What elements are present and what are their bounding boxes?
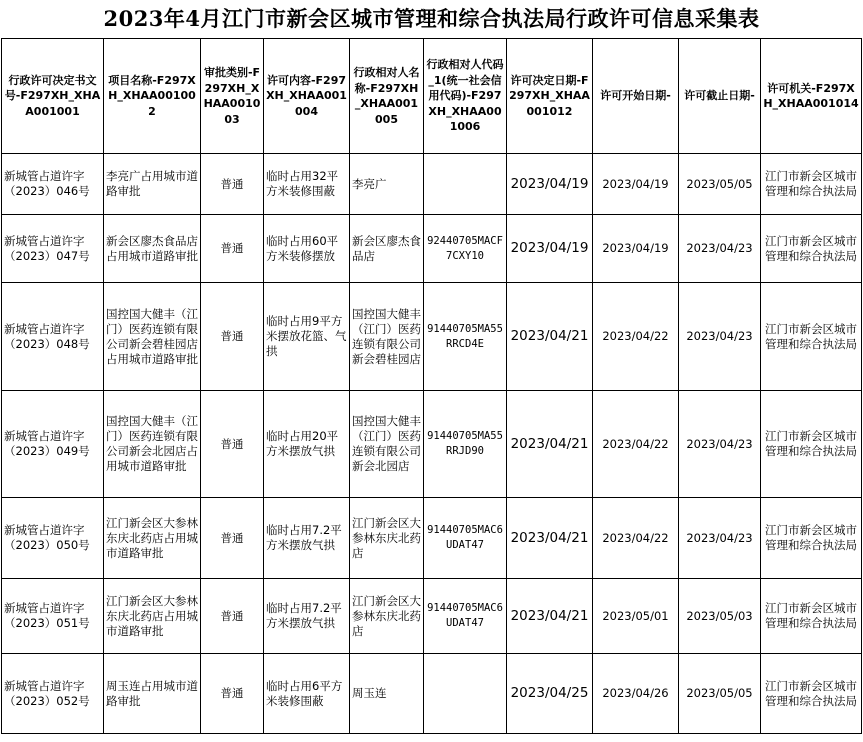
- page-title: 2023年4月江门市新会区城市管理和综合执法局行政许可信息采集表: [103, 6, 760, 31]
- start-date-cell: 2023/04/22: [593, 283, 679, 391]
- header-code: 行政相对人代码_1(统一社会信用代码)-F297XH_XHAA001006: [424, 39, 507, 154]
- party-cell: 国控国大健丰（江门）医药连锁有限公司新会碧桂园店: [350, 283, 424, 391]
- start-date-cell: 2023/04/22: [593, 391, 679, 498]
- content-cell: 临时占用9平方米摆放花篮、气拱: [264, 283, 350, 391]
- project-cell: 周玉连占用城市道路审批: [104, 654, 201, 734]
- code-cell: [424, 654, 507, 734]
- decision-date-cell: 2023/04/21: [507, 498, 593, 579]
- header-row: [2, 39, 862, 154]
- authority-cell: 江门市新会区城市管理和综合执法局: [761, 215, 862, 283]
- header-end-date: 许可截止日期-: [679, 39, 761, 154]
- party-cell: 江门新会区大参林东庆北药店: [350, 498, 424, 579]
- permit-table: [1, 38, 862, 734]
- doc-no-cell: 新城管占道许字（2023）047号: [2, 215, 104, 283]
- category-cell: 普通: [201, 579, 264, 654]
- table-row: [2, 579, 862, 654]
- table-row: [2, 154, 862, 215]
- code-cell: 91440705MAC6UDAT47: [424, 579, 507, 654]
- party-cell: 国控国大健丰（江门）医药连锁有限公司新会北园店: [350, 391, 424, 498]
- code-cell: 91440705MAC6UDAT47: [424, 498, 507, 579]
- authority-cell: 江门市新会区城市管理和综合执法局: [761, 654, 862, 734]
- header-start-date: 许可开始日期-: [593, 39, 679, 154]
- content-cell: 临时占用7.2平方米摆放气拱: [264, 498, 350, 579]
- table-row: [2, 283, 862, 391]
- code-cell: 91440705MA55RRJD90: [424, 391, 507, 498]
- category-cell: 普通: [201, 498, 264, 579]
- authority-cell: 江门市新会区城市管理和综合执法局: [761, 579, 862, 654]
- start-date-cell: 2023/05/01: [593, 579, 679, 654]
- party-cell: 李亮广: [350, 154, 424, 215]
- code-cell: [424, 154, 507, 215]
- start-date-cell: 2023/04/19: [593, 154, 679, 215]
- doc-no-cell: 新城管占道许字（2023）050号: [2, 498, 104, 579]
- doc-no-cell: 新城管占道许字（2023）046号: [2, 154, 104, 215]
- doc-no-cell: 新城管占道许字（2023）048号: [2, 283, 104, 391]
- project-cell: 李亮广占用城市道路审批: [104, 154, 201, 215]
- category-cell: 普通: [201, 391, 264, 498]
- project-cell: 国控国大健丰（江门）医药连锁有限公司新会碧桂园店占用城市道路审批: [104, 283, 201, 391]
- table-row: [2, 654, 862, 734]
- content-cell: 临时占用60平方米装修摆放: [264, 215, 350, 283]
- end-date-cell: 2023/05/05: [679, 654, 761, 734]
- end-date-cell: 2023/04/23: [679, 391, 761, 498]
- authority-cell: 江门市新会区城市管理和综合执法局: [761, 283, 862, 391]
- decision-date-cell: 2023/04/21: [507, 579, 593, 654]
- decision-date-cell: 2023/04/19: [507, 154, 593, 215]
- party-cell: 新会区廖杰食品店: [350, 215, 424, 283]
- authority-cell: 江门市新会区城市管理和综合执法局: [761, 154, 862, 215]
- table-row: [2, 498, 862, 579]
- party-cell: 江门新会区大参林东庆北药店: [350, 579, 424, 654]
- header-category: 审批类别-F297XH_XHAA001003: [201, 39, 264, 154]
- doc-no-cell: 新城管占道许字（2023）051号: [2, 579, 104, 654]
- content-cell: 临时占用6平方米装修围蔽: [264, 654, 350, 734]
- doc-no-cell: 新城管占道许字（2023）049号: [2, 391, 104, 498]
- end-date-cell: 2023/04/23: [679, 498, 761, 579]
- content-cell: 临时占用20平方米摆放气拱: [264, 391, 350, 498]
- table-row: [2, 391, 862, 498]
- category-cell: 普通: [201, 283, 264, 391]
- decision-date-cell: 2023/04/21: [507, 391, 593, 498]
- header-decision-date: 许可决定日期-F297XH_XHAA001012: [507, 39, 593, 154]
- category-cell: 普通: [201, 654, 264, 734]
- category-cell: 普通: [201, 154, 264, 215]
- end-date-cell: 2023/04/23: [679, 283, 761, 391]
- header-party: 行政相对人名称-F297XH_XHAA001005: [350, 39, 424, 154]
- project-cell: 新会区廖杰食品店占用城市道路审批: [104, 215, 201, 283]
- party-cell: 周玉连: [350, 654, 424, 734]
- table-row: [2, 215, 862, 283]
- content-cell: 临时占用7.2平方米摆放气拱: [264, 579, 350, 654]
- header-authority: 许可机关-F297XH_XHAA001014: [761, 39, 862, 154]
- code-cell: 92440705MACF7CXY10: [424, 215, 507, 283]
- header-content: 许可内容-F297XH_XHAA001004: [264, 39, 350, 154]
- end-date-cell: 2023/05/05: [679, 154, 761, 215]
- content-cell: 临时占用32平方米装修围蔽: [264, 154, 350, 215]
- category-cell: 普通: [201, 215, 264, 283]
- decision-date-cell: 2023/04/25: [507, 654, 593, 734]
- code-cell: 91440705MA55RRCD4E: [424, 283, 507, 391]
- authority-cell: 江门市新会区城市管理和综合执法局: [761, 391, 862, 498]
- project-cell: 国控国大健丰（江门）医药连锁有限公司新会北园店占用城市道路审批: [104, 391, 201, 498]
- project-cell: 江门新会区大参林东庆北药店占用城市道路审批: [104, 579, 201, 654]
- decision-date-cell: 2023/04/19: [507, 215, 593, 283]
- doc-no-cell: 新城管占道许字（2023）052号: [2, 654, 104, 734]
- decision-date-cell: 2023/04/21: [507, 283, 593, 391]
- project-cell: 江门新会区大参林东庆北药店占用城市道路审批: [104, 498, 201, 579]
- end-date-cell: 2023/05/03: [679, 579, 761, 654]
- end-date-cell: 2023/04/23: [679, 215, 761, 283]
- header-project: 项目名称-F297XH_XHAA001002: [104, 39, 201, 154]
- start-date-cell: 2023/04/22: [593, 498, 679, 579]
- start-date-cell: 2023/04/19: [593, 215, 679, 283]
- authority-cell: 江门市新会区城市管理和综合执法局: [761, 498, 862, 579]
- header-doc-no: 行政许可决定书文号-F297XH_XHAA001001: [2, 39, 104, 154]
- start-date-cell: 2023/04/26: [593, 654, 679, 734]
